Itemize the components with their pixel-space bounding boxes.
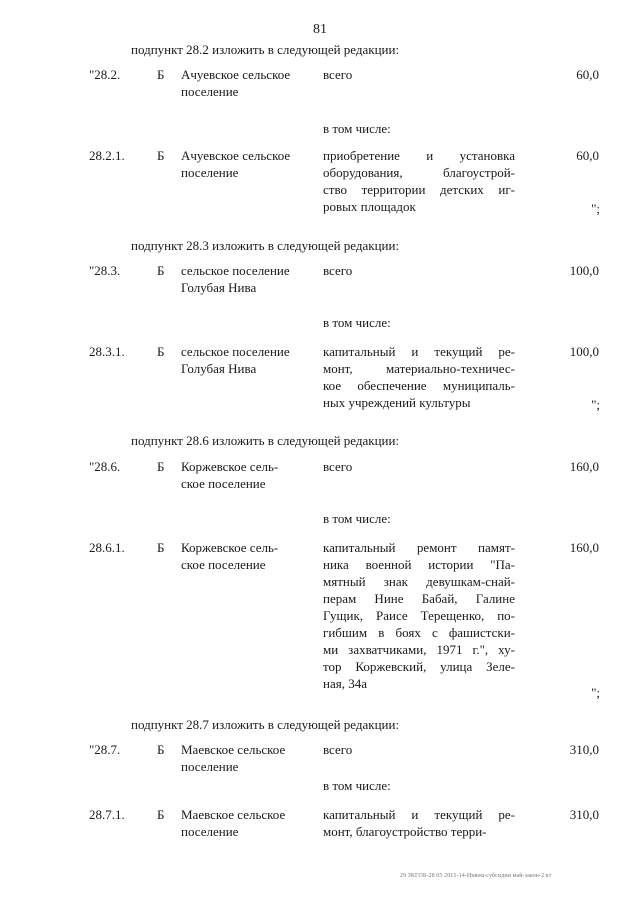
section-heading: подпункт 28.2 изложить в следующей редакции:: [131, 42, 400, 57]
row-code: "28.2.: [89, 67, 121, 82]
row-category: Б: [157, 459, 165, 474]
row-category: Б: [157, 344, 165, 359]
row-category: Б: [157, 742, 165, 757]
recipient-line: Коржевское сель-: [181, 540, 279, 555]
purpose-line: капитальный и текущий ре-: [323, 344, 515, 359]
row-purpose: [323, 806, 515, 840]
purpose-line: всего: [323, 67, 353, 82]
row-category: Б: [157, 807, 165, 822]
row-amount: 160,0: [569, 540, 599, 555]
row-closing-quote: ";: [591, 685, 600, 700]
purpose-line: всего: [323, 742, 353, 757]
row-purpose: [323, 147, 515, 215]
row-code: 28.2.1.: [89, 148, 125, 163]
recipient-line: поселение: [181, 84, 239, 99]
purpose-line: капитальный ремонт памят-: [323, 540, 515, 555]
row-recipient: [181, 539, 316, 573]
recipient-line: поселение: [181, 165, 239, 180]
purpose-line: ная, 34а: [323, 676, 367, 691]
row-closing-quote: ";: [591, 397, 600, 412]
row-code: "28.3.: [89, 263, 121, 278]
row-recipient: [181, 806, 316, 840]
purpose-line: кое обеспечение муниципаль-: [323, 378, 515, 393]
purpose-line: монт, материально-техничес-: [323, 361, 515, 376]
row-category: Б: [157, 67, 165, 82]
row-recipient: [181, 66, 316, 100]
row-recipient: [181, 343, 316, 377]
row-recipient: [181, 147, 316, 181]
purpose-line: ми захватчиками, 1971 г.", ху-: [323, 642, 515, 657]
row-purpose: [323, 66, 515, 83]
purpose-line: приобретение и установка: [323, 148, 515, 163]
row-category: Б: [157, 540, 165, 555]
row-purpose: [323, 777, 515, 794]
section-heading: подпункт 28.6 изложить в следующей редакции:: [131, 433, 400, 448]
purpose-line: ство территории детских иг-: [323, 182, 515, 197]
purpose-line: всего: [323, 263, 353, 278]
row-amount: 60,0: [576, 67, 599, 82]
row-purpose: [323, 262, 515, 279]
row-purpose: [323, 343, 515, 411]
row-recipient: [181, 741, 316, 775]
purpose-line: в том числе:: [323, 121, 391, 136]
row-amount: 310,0: [569, 742, 599, 757]
recipient-line: поселение: [181, 759, 239, 774]
recipient-line: Маевское сельское: [181, 807, 286, 822]
purpose-line: ровых площадок: [323, 199, 416, 214]
purpose-line: в том числе:: [323, 511, 391, 526]
row-closing-quote: ";: [591, 201, 600, 216]
purpose-line: всего: [323, 459, 353, 474]
row-purpose: [323, 458, 515, 475]
row-purpose: [323, 741, 515, 758]
purpose-line: оборудования, благоустрой-: [323, 165, 515, 180]
purpose-line: ника военной истории "Па-: [323, 557, 515, 572]
page-number: 81: [313, 22, 327, 37]
row-amount: 160,0: [569, 459, 599, 474]
recipient-line: Ачуевское сельское: [181, 148, 291, 163]
row-amount: 100,0: [569, 344, 599, 359]
row-category: Б: [157, 148, 165, 163]
purpose-line: капитальный и текущий ре-: [323, 807, 515, 822]
footer-code: 29 ЗКГОБ-28 05 2015-14-Инвем-субсидии май-закон-2 кт: [400, 873, 552, 879]
recipient-line: ское поселение: [181, 476, 266, 491]
recipient-line: Голубая Нива: [181, 361, 257, 376]
purpose-line: гибшим в боях с фашистски-: [323, 625, 515, 640]
purpose-line: в том числе:: [323, 778, 391, 793]
purpose-line: в том числе:: [323, 315, 391, 330]
row-purpose: [323, 510, 515, 527]
row-amount: 310,0: [569, 807, 599, 822]
row-purpose: [323, 120, 515, 137]
recipient-line: Ачуевское сельское: [181, 67, 291, 82]
recipient-line: Маевское сельское: [181, 742, 286, 757]
purpose-line: монт, благоустройство терри-: [323, 824, 487, 839]
recipient-line: ское поселение: [181, 557, 266, 572]
row-code: 28.3.1.: [89, 344, 125, 359]
row-amount: 100,0: [569, 263, 599, 278]
recipient-line: Коржевское сель-: [181, 459, 279, 474]
row-code: "28.6.: [89, 459, 121, 474]
recipient-line: поселение: [181, 824, 239, 839]
purpose-line: мятный знак девушкам-снай-: [323, 574, 515, 589]
recipient-line: сельское поселение: [181, 344, 290, 359]
purpose-line: тор Коржевский, улица Зеле-: [323, 659, 515, 674]
row-recipient: [181, 458, 316, 492]
purpose-line: перам Нине Бабай, Галине: [323, 591, 515, 606]
row-purpose: [323, 539, 515, 692]
section-heading: подпункт 28.7 изложить в следующей редакции:: [131, 717, 400, 732]
purpose-line: Гущик, Раисе Терещенко, по-: [323, 608, 515, 623]
row-code: 28.7.1.: [89, 807, 125, 822]
row-code: 28.6.1.: [89, 540, 125, 555]
recipient-line: Голубая Нива: [181, 280, 257, 295]
row-code: "28.7.: [89, 742, 121, 757]
row-category: Б: [157, 263, 165, 278]
purpose-line: ных учреждений культуры: [323, 395, 471, 410]
row-amount: 60,0: [576, 148, 599, 163]
row-recipient: [181, 262, 316, 296]
row-purpose: [323, 314, 515, 331]
section-heading: подпункт 28.3 изложить в следующей редакции:: [131, 238, 400, 253]
recipient-line: сельское поселение: [181, 263, 290, 278]
